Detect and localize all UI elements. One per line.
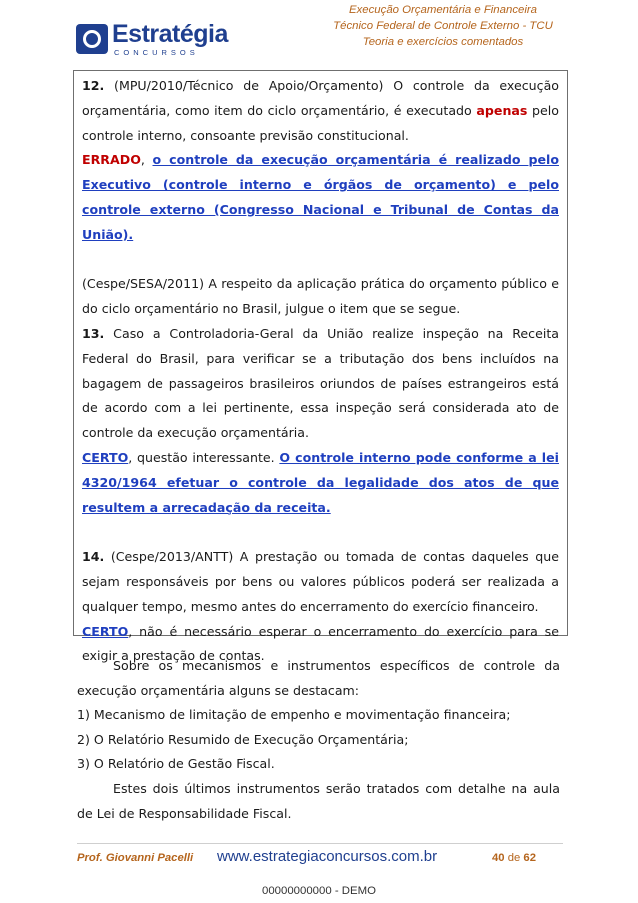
header-course-info	[318, 2, 568, 50]
owl-logo-icon	[76, 24, 108, 54]
body-text	[77, 654, 560, 826]
explanation-13: O controle interno pode conforme a lei 4320/1964 efetuar o controle da legalidade dos atos de que resultem a arrecadação da receita.	[82, 449, 559, 515]
footer-author: Prof. Giovanni Pacelli	[77, 852, 194, 864]
list-item: 3) O Relatório de Gestão Fiscal.	[77, 756, 275, 772]
list-item: 2) O Relatório Resumido de Execução Orçamentária;	[77, 731, 409, 747]
question-13: 13. Caso a Controladoria-Geral da União realize inspeção na Receita Federal do Brasil, para verificar se a tributação dos bens incluídos na bagagem de passageiros brasileiros oriundos de países estrangeiros está de acordo com a lei pertinente, essa inspeção será considerada ato de controle da execução orçamentária.	[82, 325, 559, 441]
estrategia-logo	[76, 22, 228, 57]
header-line-3: Teoria e exercícios comentados	[362, 36, 524, 48]
exercises-box	[73, 70, 568, 664]
question-14: 14. (Cespe/2013/ANTT) A prestação ou tomada de contas daqueles que sejam responsáveis por bens ou valores públicos poderá ser realizada a qualquer tempo, mesmo antes do encerramento do exercício financeiro.	[82, 549, 559, 614]
answer-12: ERRADO, o controle da execução orçamentária é realizado pelo Executivo (controle interno e órgãos de orçamento) e pelo controle externo (Congresso Nacional e Tribunal de Contas da União).	[82, 152, 559, 242]
question-13-intro: (Cespe/SESA/2011) A respeito da aplicação prática do orçamento público e do ciclo orçamentário no Brasil, julgue o item que se segue.	[82, 276, 559, 317]
paragraph-mechanisms: Sobre os mecanismos e instrumentos específicos de controle da execução orçamentária alguns se destacam:	[77, 658, 560, 698]
page-header	[0, 0, 638, 72]
answer-13: CERTO, questão interessante. O controle interno pode conforme a lei 4320/1964 efetuar o controle da legalidade dos atos de que resultem a arrecadação da receita.	[82, 449, 559, 515]
verdict-certo: CERTO	[82, 623, 129, 639]
list-item: 1) Mecanismo de limitação de empenho e movimentação financeira;	[77, 707, 511, 723]
question-12: 12. (MPU/2010/Técnico de Apoio/Orçamento) O controle da execução orçamentária, como item do ciclo orçamentário, é executado apenas pelo controle interno, consoante previsão constitucional.	[82, 78, 559, 143]
verdict-errado: ERRADO	[82, 152, 141, 168]
footer-website-link[interactable]: www.estrategiaconcursos.com.br	[217, 848, 438, 865]
answer-14: CERTO, não é necessário esperar o encerramento do exercício para se exigir a prestação de contas.	[82, 623, 559, 664]
verdict-certo: CERTO	[82, 449, 129, 465]
explanation-12: o controle da execução orçamentária é realizado pelo Executivo (controle interno e órgãos de orçamento) e pelo controle externo (Congresso Nacional e Tribunal de Contas da União).	[82, 152, 559, 242]
footer-divider	[77, 843, 563, 844]
page-number: 40 de 62	[492, 852, 536, 864]
logo-name: Estratégia	[112, 20, 228, 48]
paragraph-lrf: Estes dois últimos instrumentos serão tratados com detalhe na aula de Lei de Responsabilidade Fiscal.	[77, 780, 560, 821]
header-line-1: Execução Orçamentária e Financeira	[348, 4, 538, 16]
logo-subtitle: CONCURSOS	[114, 48, 199, 57]
header-line-2: Técnico Federal de Controle Externo - TCU	[333, 20, 553, 32]
emphasis-apenas: apenas	[476, 102, 528, 118]
demo-watermark: 00000000000 - DEMO	[262, 885, 376, 897]
